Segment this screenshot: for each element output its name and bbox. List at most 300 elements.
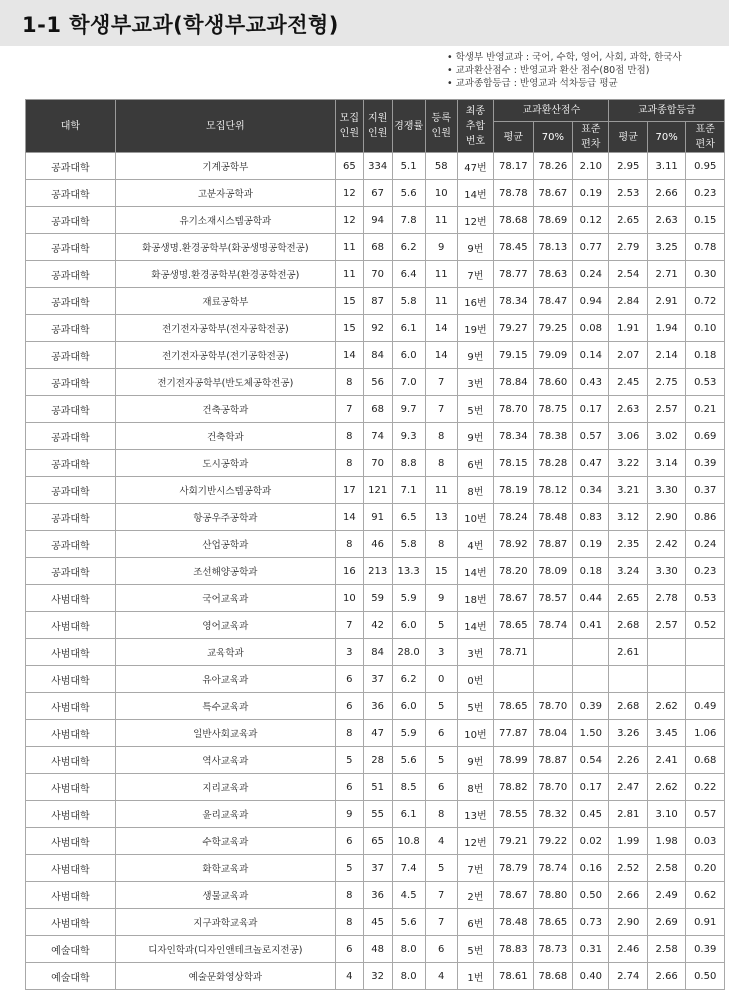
cell-final-no: 12번 xyxy=(457,828,493,855)
cell-unit: 전기전자공학부(전자공학전공) xyxy=(115,315,335,342)
cell-applicants: 36 xyxy=(363,693,392,720)
cell-grade-70: 2.62 xyxy=(647,693,685,720)
header-grade-avg: 평균 xyxy=(609,122,647,153)
cell-college: 사범대학 xyxy=(26,801,116,828)
table-row xyxy=(26,801,725,828)
cell-grade-70: 2.66 xyxy=(647,180,685,207)
cell-score-sd: 0.77 xyxy=(573,234,609,261)
cell-score-70: 78.48 xyxy=(533,504,573,531)
cell-score-70: 78.75 xyxy=(533,396,573,423)
cell-score-70: 78.26 xyxy=(533,153,573,180)
cell-ratio: 4.5 xyxy=(392,882,425,909)
cell-score-70: 78.67 xyxy=(533,180,573,207)
cell-applicants: 70 xyxy=(363,261,392,288)
cell-college: 공과대학 xyxy=(26,342,116,369)
cell-grade-70: 2.57 xyxy=(647,612,685,639)
notes xyxy=(447,51,682,90)
header-unit: 모집단위 xyxy=(115,100,335,153)
cell-score-sd: 0.19 xyxy=(573,531,609,558)
cell-score-sd: 0.41 xyxy=(573,612,609,639)
cell-grade-avg: 2.45 xyxy=(609,369,647,396)
cell-grade-70: 2.42 xyxy=(647,531,685,558)
cell-score-sd: 0.17 xyxy=(573,774,609,801)
cell-college: 사범대학 xyxy=(26,747,116,774)
cell-applicants: 91 xyxy=(363,504,392,531)
cell-applicants: 94 xyxy=(363,207,392,234)
cell-final-no: 1번 xyxy=(457,963,493,990)
cell-score-avg: 78.34 xyxy=(494,288,534,315)
cell-registered: 14 xyxy=(425,315,457,342)
table-row xyxy=(26,936,725,963)
cell-score-70: 79.25 xyxy=(533,315,573,342)
cell-unit: 지구과학교육과 xyxy=(115,909,335,936)
cell-score-sd: 0.83 xyxy=(573,504,609,531)
cell-quota: 8 xyxy=(335,909,363,936)
cell-grade-avg: 3.12 xyxy=(609,504,647,531)
cell-score-sd: 0.17 xyxy=(573,396,609,423)
cell-grade-sd: 0.37 xyxy=(686,477,725,504)
cell-applicants: 74 xyxy=(363,423,392,450)
cell-grade-70: 2.62 xyxy=(647,774,685,801)
table-row xyxy=(26,666,725,693)
admission-table xyxy=(25,99,725,990)
cell-college: 예술대학 xyxy=(26,936,116,963)
cell-final-no: 14번 xyxy=(457,612,493,639)
cell-registered: 8 xyxy=(425,531,457,558)
cell-registered: 14 xyxy=(425,342,457,369)
header-score-avg: 평균 xyxy=(494,122,534,153)
cell-unit: 건축학과 xyxy=(115,423,335,450)
cell-unit: 영어교육과 xyxy=(115,612,335,639)
cell-ratio: 5.8 xyxy=(392,531,425,558)
cell-unit: 사회기반시스템공학과 xyxy=(115,477,335,504)
cell-score-avg: 78.24 xyxy=(494,504,534,531)
cell-registered: 6 xyxy=(425,720,457,747)
cell-grade-avg: 2.66 xyxy=(609,882,647,909)
cell-applicants: 45 xyxy=(363,909,392,936)
cell-score-sd: 0.14 xyxy=(573,342,609,369)
cell-grade-avg: 2.47 xyxy=(609,774,647,801)
cell-unit: 역사교육과 xyxy=(115,747,335,774)
cell-quota: 6 xyxy=(335,774,363,801)
table-row xyxy=(26,180,725,207)
cell-ratio: 6.5 xyxy=(392,504,425,531)
cell-score-avg: 78.45 xyxy=(494,234,534,261)
cell-quota: 15 xyxy=(335,315,363,342)
cell-quota: 16 xyxy=(335,558,363,585)
title-bar xyxy=(0,0,729,46)
cell-quota: 6 xyxy=(335,666,363,693)
cell-college: 사범대학 xyxy=(26,855,116,882)
header-applicants: 지원 인원 xyxy=(363,100,392,153)
cell-ratio: 6.0 xyxy=(392,342,425,369)
cell-ratio: 8.5 xyxy=(392,774,425,801)
cell-grade-avg xyxy=(609,666,647,693)
cell-score-sd: 0.73 xyxy=(573,909,609,936)
cell-final-no: 2번 xyxy=(457,882,493,909)
table-row xyxy=(26,153,725,180)
cell-grade-70: 2.14 xyxy=(647,342,685,369)
cell-grade-avg: 2.35 xyxy=(609,531,647,558)
cell-applicants: 55 xyxy=(363,801,392,828)
cell-applicants: 92 xyxy=(363,315,392,342)
cell-ratio: 6.2 xyxy=(392,666,425,693)
cell-grade-sd: 0.52 xyxy=(686,612,725,639)
cell-score-sd xyxy=(573,639,609,666)
cell-registered: 11 xyxy=(425,261,457,288)
table-row xyxy=(26,423,725,450)
cell-score-70: 78.60 xyxy=(533,369,573,396)
cell-college: 사범대학 xyxy=(26,693,116,720)
cell-applicants: 32 xyxy=(363,963,392,990)
cell-grade-70: 3.14 xyxy=(647,450,685,477)
cell-quota: 6 xyxy=(335,828,363,855)
cell-grade-sd: 0.57 xyxy=(686,801,725,828)
cell-grade-sd: 0.95 xyxy=(686,153,725,180)
cell-applicants: 87 xyxy=(363,288,392,315)
header-score-sd: 표준 편차 xyxy=(573,122,609,153)
cell-score-70: 79.22 xyxy=(533,828,573,855)
cell-unit: 일반사회교육과 xyxy=(115,720,335,747)
cell-grade-sd: 0.72 xyxy=(686,288,725,315)
cell-grade-avg: 2.53 xyxy=(609,180,647,207)
cell-score-avg xyxy=(494,666,534,693)
cell-grade-70: 2.75 xyxy=(647,369,685,396)
table-row xyxy=(26,882,725,909)
cell-quota: 8 xyxy=(335,882,363,909)
cell-grade-sd: 0.15 xyxy=(686,207,725,234)
cell-grade-avg: 2.90 xyxy=(609,909,647,936)
cell-grade-sd: 1.06 xyxy=(686,720,725,747)
cell-applicants: 36 xyxy=(363,882,392,909)
cell-final-no: 12번 xyxy=(457,207,493,234)
cell-final-no: 10번 xyxy=(457,720,493,747)
cell-score-avg: 78.71 xyxy=(494,639,534,666)
cell-unit: 전기전자공학부(반도체공학전공) xyxy=(115,369,335,396)
cell-final-no: 6번 xyxy=(457,450,493,477)
header-score-group: 교과환산점수 xyxy=(494,100,609,122)
cell-score-avg: 78.20 xyxy=(494,558,534,585)
cell-registered: 7 xyxy=(425,882,457,909)
cell-applicants: 28 xyxy=(363,747,392,774)
table-row xyxy=(26,909,725,936)
cell-quota: 6 xyxy=(335,936,363,963)
cell-score-sd: 0.39 xyxy=(573,693,609,720)
cell-grade-avg: 2.63 xyxy=(609,396,647,423)
cell-score-sd: 0.18 xyxy=(573,558,609,585)
cell-unit: 화학교육과 xyxy=(115,855,335,882)
cell-quota: 11 xyxy=(335,261,363,288)
cell-college: 사범대학 xyxy=(26,612,116,639)
cell-unit: 기계공학부 xyxy=(115,153,335,180)
cell-final-no: 7번 xyxy=(457,855,493,882)
cell-score-sd: 0.02 xyxy=(573,828,609,855)
cell-grade-70: 2.69 xyxy=(647,909,685,936)
cell-college: 공과대학 xyxy=(26,207,116,234)
cell-registered: 15 xyxy=(425,558,457,585)
cell-quota: 8 xyxy=(335,450,363,477)
cell-score-sd: 0.08 xyxy=(573,315,609,342)
cell-ratio: 7.8 xyxy=(392,207,425,234)
cell-ratio: 5.8 xyxy=(392,288,425,315)
cell-grade-avg: 2.68 xyxy=(609,693,647,720)
cell-score-70: 78.13 xyxy=(533,234,573,261)
note-item: • 교과종합등급 : 반영교과 석차등급 평균 xyxy=(447,77,682,90)
table-row xyxy=(26,315,725,342)
table-row xyxy=(26,828,725,855)
header-registered: 등록 인원 xyxy=(425,100,457,153)
cell-score-avg: 78.65 xyxy=(494,693,534,720)
cell-unit: 도시공학과 xyxy=(115,450,335,477)
cell-grade-sd: 0.39 xyxy=(686,936,725,963)
cell-grade-avg: 2.46 xyxy=(609,936,647,963)
cell-score-sd: 0.54 xyxy=(573,747,609,774)
cell-final-no: 10번 xyxy=(457,504,493,531)
cell-applicants: 334 xyxy=(363,153,392,180)
cell-applicants: 46 xyxy=(363,531,392,558)
cell-score-70 xyxy=(533,639,573,666)
table-row xyxy=(26,207,725,234)
cell-college: 공과대학 xyxy=(26,180,116,207)
table-row xyxy=(26,612,725,639)
table-row xyxy=(26,504,725,531)
cell-grade-70: 2.57 xyxy=(647,396,685,423)
table-row xyxy=(26,558,725,585)
cell-grade-70 xyxy=(647,666,685,693)
cell-ratio: 5.1 xyxy=(392,153,425,180)
cell-grade-70: 3.11 xyxy=(647,153,685,180)
cell-grade-avg: 3.22 xyxy=(609,450,647,477)
cell-final-no: 7번 xyxy=(457,261,493,288)
cell-ratio: 6.1 xyxy=(392,315,425,342)
cell-grade-avg: 2.74 xyxy=(609,963,647,990)
cell-applicants: 51 xyxy=(363,774,392,801)
cell-ratio: 9.7 xyxy=(392,396,425,423)
cell-score-avg: 78.79 xyxy=(494,855,534,882)
cell-grade-avg: 2.07 xyxy=(609,342,647,369)
table-body xyxy=(26,153,725,990)
cell-final-no: 3번 xyxy=(457,639,493,666)
cell-unit: 지리교육과 xyxy=(115,774,335,801)
cell-unit: 교육학과 xyxy=(115,639,335,666)
cell-score-70: 79.09 xyxy=(533,342,573,369)
cell-score-avg: 78.82 xyxy=(494,774,534,801)
cell-score-sd xyxy=(573,666,609,693)
cell-applicants: 84 xyxy=(363,342,392,369)
cell-applicants: 68 xyxy=(363,234,392,261)
cell-score-avg: 78.55 xyxy=(494,801,534,828)
cell-grade-sd: 0.39 xyxy=(686,450,725,477)
cell-quota: 5 xyxy=(335,747,363,774)
cell-score-70: 78.87 xyxy=(533,531,573,558)
cell-quota: 8 xyxy=(335,369,363,396)
cell-score-70 xyxy=(533,666,573,693)
cell-registered: 11 xyxy=(425,207,457,234)
cell-grade-sd: 0.24 xyxy=(686,531,725,558)
cell-score-70: 78.28 xyxy=(533,450,573,477)
cell-registered: 8 xyxy=(425,801,457,828)
cell-grade-avg: 2.81 xyxy=(609,801,647,828)
cell-grade-sd: 0.62 xyxy=(686,882,725,909)
cell-score-sd: 0.47 xyxy=(573,450,609,477)
cell-score-70: 78.47 xyxy=(533,288,573,315)
cell-applicants: 42 xyxy=(363,612,392,639)
cell-final-no: 47번 xyxy=(457,153,493,180)
cell-grade-70: 2.58 xyxy=(647,936,685,963)
cell-quota: 14 xyxy=(335,342,363,369)
cell-score-sd: 0.50 xyxy=(573,882,609,909)
cell-grade-sd: 0.30 xyxy=(686,261,725,288)
header-score-70: 70% xyxy=(533,122,573,153)
cell-unit: 전기전자공학부(전기공학전공) xyxy=(115,342,335,369)
cell-grade-avg: 3.24 xyxy=(609,558,647,585)
cell-grade-avg: 1.99 xyxy=(609,828,647,855)
cell-score-sd: 0.94 xyxy=(573,288,609,315)
cell-registered: 4 xyxy=(425,828,457,855)
cell-grade-sd: 0.53 xyxy=(686,369,725,396)
cell-unit: 수학교육과 xyxy=(115,828,335,855)
cell-grade-sd: 0.49 xyxy=(686,693,725,720)
cell-unit: 항공우주공학과 xyxy=(115,504,335,531)
cell-grade-avg: 2.61 xyxy=(609,639,647,666)
cell-score-70: 78.12 xyxy=(533,477,573,504)
cell-quota: 12 xyxy=(335,180,363,207)
cell-registered: 5 xyxy=(425,693,457,720)
cell-final-no: 5번 xyxy=(457,936,493,963)
cell-final-no: 5번 xyxy=(457,396,493,423)
cell-college: 공과대학 xyxy=(26,261,116,288)
cell-ratio: 10.8 xyxy=(392,828,425,855)
cell-college: 공과대학 xyxy=(26,369,116,396)
cell-grade-sd: 0.69 xyxy=(686,423,725,450)
cell-grade-sd xyxy=(686,639,725,666)
table-row xyxy=(26,963,725,990)
header-ratio: 경쟁률 xyxy=(392,100,425,153)
cell-final-no: 14번 xyxy=(457,558,493,585)
cell-grade-70: 2.91 xyxy=(647,288,685,315)
cell-quota: 17 xyxy=(335,477,363,504)
cell-score-avg: 78.83 xyxy=(494,936,534,963)
cell-unit: 국어교육과 xyxy=(115,585,335,612)
cell-score-avg: 78.67 xyxy=(494,585,534,612)
cell-college: 사범대학 xyxy=(26,585,116,612)
cell-grade-avg: 2.84 xyxy=(609,288,647,315)
cell-quota: 8 xyxy=(335,531,363,558)
header-quota: 모집 인원 xyxy=(335,100,363,153)
table-row xyxy=(26,396,725,423)
cell-ratio: 5.6 xyxy=(392,909,425,936)
cell-grade-70: 3.30 xyxy=(647,477,685,504)
cell-grade-70: 3.45 xyxy=(647,720,685,747)
cell-college: 공과대학 xyxy=(26,531,116,558)
cell-registered: 11 xyxy=(425,477,457,504)
cell-registered: 7 xyxy=(425,369,457,396)
cell-college: 공과대학 xyxy=(26,450,116,477)
cell-grade-sd: 0.86 xyxy=(686,504,725,531)
cell-final-no: 8번 xyxy=(457,477,493,504)
cell-ratio: 8.8 xyxy=(392,450,425,477)
cell-final-no: 9번 xyxy=(457,234,493,261)
cell-score-sd: 0.12 xyxy=(573,207,609,234)
cell-grade-avg: 2.65 xyxy=(609,207,647,234)
header-grade-group: 교과종합등급 xyxy=(609,100,725,122)
cell-college: 공과대학 xyxy=(26,558,116,585)
cell-grade-avg: 2.26 xyxy=(609,747,647,774)
cell-grade-sd: 0.23 xyxy=(686,180,725,207)
cell-college: 사범대학 xyxy=(26,774,116,801)
cell-applicants: 121 xyxy=(363,477,392,504)
cell-ratio: 9.3 xyxy=(392,423,425,450)
cell-score-avg: 77.87 xyxy=(494,720,534,747)
cell-quota: 8 xyxy=(335,720,363,747)
cell-quota: 5 xyxy=(335,855,363,882)
cell-final-no: 0번 xyxy=(457,666,493,693)
cell-grade-70: 1.94 xyxy=(647,315,685,342)
cell-ratio: 8.0 xyxy=(392,963,425,990)
cell-grade-avg: 2.79 xyxy=(609,234,647,261)
cell-registered: 3 xyxy=(425,639,457,666)
cell-grade-avg: 3.26 xyxy=(609,720,647,747)
cell-score-avg: 78.19 xyxy=(494,477,534,504)
cell-ratio: 7.1 xyxy=(392,477,425,504)
cell-college: 사범대학 xyxy=(26,639,116,666)
cell-grade-sd: 0.03 xyxy=(686,828,725,855)
cell-registered: 11 xyxy=(425,288,457,315)
cell-registered: 7 xyxy=(425,396,457,423)
cell-grade-sd: 0.21 xyxy=(686,396,725,423)
cell-college: 사범대학 xyxy=(26,828,116,855)
cell-quota: 8 xyxy=(335,423,363,450)
cell-grade-70 xyxy=(647,639,685,666)
cell-score-avg: 78.17 xyxy=(494,153,534,180)
cell-score-70: 78.32 xyxy=(533,801,573,828)
cell-ratio: 5.9 xyxy=(392,720,425,747)
table-row xyxy=(26,369,725,396)
cell-score-avg: 78.61 xyxy=(494,963,534,990)
cell-grade-70: 2.90 xyxy=(647,504,685,531)
cell-ratio: 13.3 xyxy=(392,558,425,585)
cell-registered: 13 xyxy=(425,504,457,531)
cell-registered: 9 xyxy=(425,234,457,261)
cell-ratio: 7.4 xyxy=(392,855,425,882)
cell-ratio: 6.1 xyxy=(392,801,425,828)
cell-applicants: 37 xyxy=(363,666,392,693)
cell-registered: 8 xyxy=(425,423,457,450)
cell-college: 공과대학 xyxy=(26,315,116,342)
cell-grade-sd xyxy=(686,666,725,693)
cell-unit: 특수교육과 xyxy=(115,693,335,720)
cell-score-sd: 0.34 xyxy=(573,477,609,504)
table-row xyxy=(26,639,725,666)
cell-applicants: 37 xyxy=(363,855,392,882)
cell-quota: 65 xyxy=(335,153,363,180)
cell-score-sd: 1.50 xyxy=(573,720,609,747)
cell-quota: 15 xyxy=(335,288,363,315)
cell-final-no: 3번 xyxy=(457,369,493,396)
cell-college: 사범대학 xyxy=(26,909,116,936)
table-row xyxy=(26,234,725,261)
cell-score-sd: 0.45 xyxy=(573,801,609,828)
cell-college: 공과대학 xyxy=(26,153,116,180)
cell-grade-avg: 3.21 xyxy=(609,477,647,504)
cell-ratio: 28.0 xyxy=(392,639,425,666)
cell-score-sd: 0.40 xyxy=(573,963,609,990)
cell-score-70: 78.73 xyxy=(533,936,573,963)
cell-registered: 9 xyxy=(425,585,457,612)
table-row xyxy=(26,720,725,747)
table-row xyxy=(26,855,725,882)
cell-final-no: 19번 xyxy=(457,315,493,342)
